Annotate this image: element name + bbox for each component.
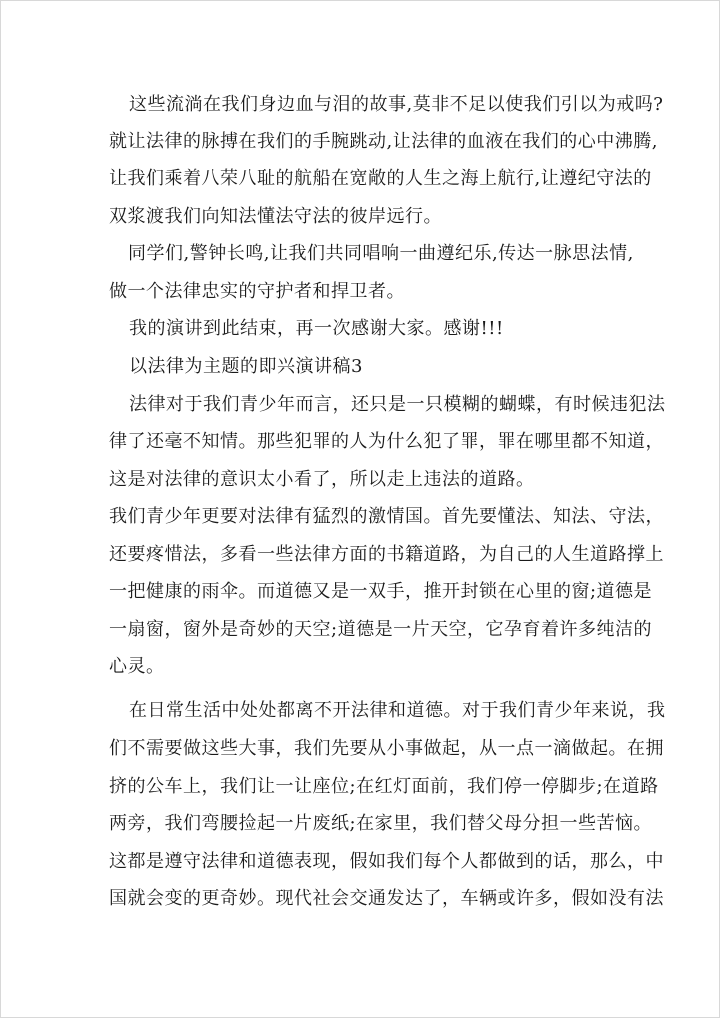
text-line-15: 一扇窗，窗外是奇妙的天空;道德是一片天空，它孕育着许多纯洁的 <box>109 619 653 640</box>
text-line-18: 们不需要做这些大事，我们先要从小事做起，从一点一滴做起。在拥 <box>109 738 664 759</box>
text-line-3: 让我们乘着八荣八耻的航船在宽敞的人生之海上航行,让遵纪守法的 <box>109 168 652 189</box>
text-line-1: 这些流淌在我们身边血与泪的故事,莫非不足以使我们引以为戒吗? <box>129 94 664 115</box>
text-line-7: 我的演讲到此结束，再一次感谢大家。感谢!!! <box>129 318 504 339</box>
text-line-22: 国就会变的更奇妙。现代社会交通发达了，车辆或许多，假如没有法 <box>109 888 664 909</box>
text-line-5: 同学们,警钟长鸣,让我们共同唱响一曲遵纪乐,传达一脉思法情, <box>128 243 634 264</box>
text-line-19: 挤的公车上，我们让一让座位;在红灯面前，我们停一停脚步;在道路 <box>109 776 659 797</box>
text-line-6: 做一个法律忠实的守护者和捍卫者。 <box>109 281 405 302</box>
text-line-17: 在日常生活中处处都离不开法律和道德。对于我们青少年来说，我 <box>129 700 666 721</box>
text-line-4: 双浆渡我们向知法懂法守法的彼岸远行。 <box>109 206 442 227</box>
text-line-9: 法律对于我们青少年而言，还只是一只模糊的蝴蝶，有时候违犯法 <box>129 394 666 415</box>
text-line-21: 这都是遵守法律和道德表现，假如我们每个人都做到的话，那么，中 <box>109 851 664 872</box>
text-line-2: 就让法律的脉搏在我们的手腕跳动,让法律的血液在我们的心中沸腾, <box>109 131 658 152</box>
text-line-20: 两旁，我们弯腰捡起一片废纸;在家里，我们替父母分担一些苦恼。 <box>109 813 653 834</box>
text-line-11: 这是对法律的意识太小看了，所以走上违法的道路。 <box>109 469 535 490</box>
text-line-16: 心灵。 <box>109 656 165 677</box>
text-line-14: 一把健康的雨伞。而道德又是一双手，推开封锁在心里的窗;道德是 <box>109 581 653 602</box>
text-line-10: 律了还毫不知情。那些犯罪的人为什么犯了罪，罪在哪里都不知道， <box>109 431 664 452</box>
section-heading: 以法律为主题的即兴演讲稿3 <box>129 356 363 377</box>
text-line-12: 我们青少年更要对法律有猛烈的激情国。首先要懂法、知法、守法， <box>109 506 664 527</box>
text-line-13: 还要疼惜法，多看一些法律方面的书籍道路，为自己的人生道路撑上 <box>109 544 664 565</box>
